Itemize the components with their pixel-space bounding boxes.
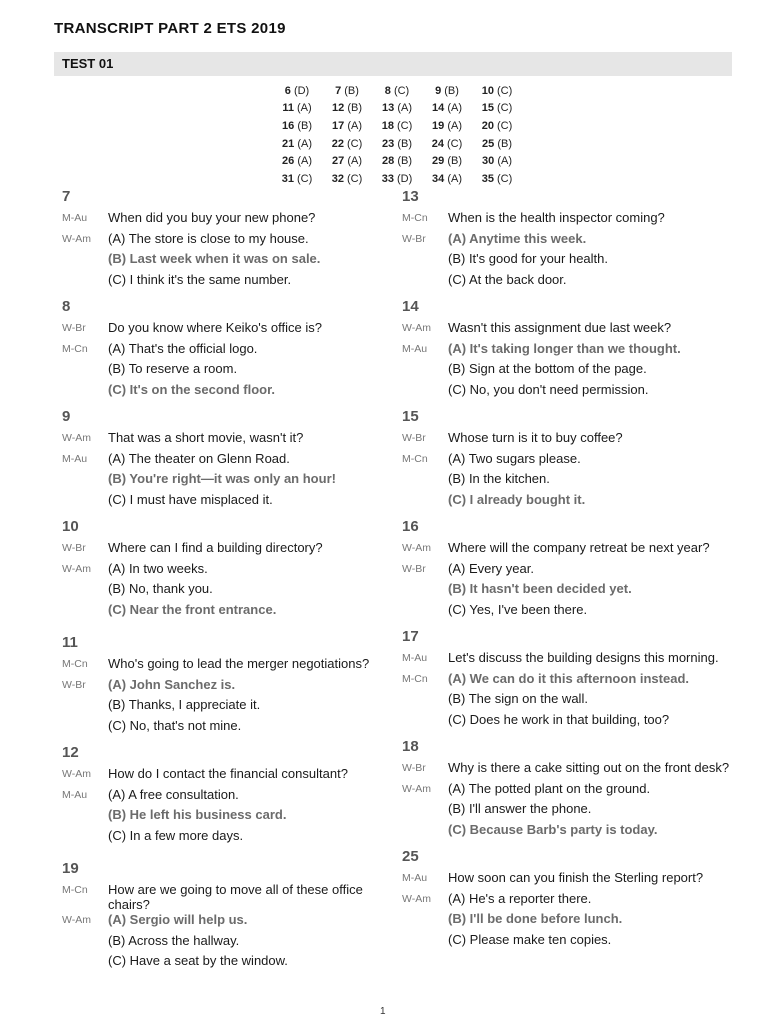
answer-question-number: 9 [435,84,442,97]
line-text: (A) The potted plant on the ground. [448,780,651,796]
question-number: 15 [402,408,419,425]
answer-option [402,382,732,403]
answer-key-row [272,170,522,188]
line-text: That was a short movie, wasn't it? [108,430,304,445]
answer-question-number: 15 [481,102,494,115]
answer-letter: (A) [347,119,362,132]
speaker-label: W-Br [62,678,86,691]
answer-question-number: 20 [481,119,494,132]
correct-answer-text: (A) We can do it this afternoon instead. [448,670,689,686]
answer-letter: (C) [497,84,513,97]
question-block [62,742,392,848]
question-line [62,430,392,451]
line-text: (C) Does he work in that building, too? [448,711,670,727]
right-column [402,186,732,956]
answer-letter: (D) [293,84,310,97]
speaker-label: M-Cn [402,672,428,685]
line-text: How soon can you finish the Sterling report? [448,870,704,885]
answer-option [62,581,392,602]
answer-option [62,492,392,513]
answer-option [62,677,392,698]
answer-key-cell [472,170,522,188]
speaker-label: W-Am [62,562,91,575]
answer-question-number: 7 [335,84,342,97]
answer-letter: (C) [497,119,513,132]
answer-option [402,671,732,692]
answer-key-cell [422,170,472,188]
line-text: (B) To reserve a room. [108,361,238,376]
question-line [402,210,732,231]
answer-key-cell [372,135,422,153]
correct-answer-text: (A) John Sanchez is. [108,676,236,692]
answer-option [402,911,732,932]
answer-question-number: 32 [331,172,344,185]
page-number: 1 [380,1006,386,1017]
answer-option [402,781,732,802]
line-text: Who's going to lead the merger negotiations? [108,656,370,671]
answer-key-cell [322,117,372,135]
answer-letter: (A) [347,155,362,168]
speaker-label: W-Br [402,762,426,774]
answer-question-number: 35 [481,172,494,185]
question-block [402,516,732,622]
question-line [62,540,392,561]
question-number: 17 [402,628,419,645]
question-block [62,296,392,402]
answer-question-number: 21 [282,137,295,150]
answer-question-number: 14 [432,102,445,115]
answer-option [62,697,392,718]
answer-question-number: 24 [431,137,444,150]
line-text: (C) I think it's the same number. [108,271,292,287]
line-text: (A) The theater on Glenn Road. [108,450,290,466]
answer-option [402,251,732,272]
answer-key-cell [272,135,322,153]
speaker-label: M-Au [62,452,88,465]
answer-option [62,382,392,403]
question-number: 18 [402,738,419,755]
question-number: 14 [402,298,419,315]
answer-question-number: 29 [432,155,445,168]
answer-option [402,561,732,582]
test-label: TEST 01 [62,56,114,71]
answer-key-cell [422,135,472,153]
speaker-label: M-Au [402,652,428,664]
answer-letter: (B) [344,84,359,97]
question-line [402,320,732,341]
line-text: (B) Thanks, I appreciate it. [108,697,261,712]
correct-answer-text: (C) It's on the second floor. [108,381,276,397]
answer-letter: (C) [447,137,463,150]
answer-key-cell [272,117,322,135]
answer-letter: (A) [447,172,462,185]
answer-letter: (B) [497,137,512,150]
line-text: (C) In a few more days. [108,827,244,843]
answer-question-number: 11 [282,102,294,115]
answer-question-number: 22 [331,137,344,150]
answer-option [62,361,392,382]
answer-letter: (C) [497,102,513,115]
answer-option [62,251,392,272]
question-block [62,406,392,512]
answer-question-number: 12 [332,102,345,115]
question-number: 19 [62,860,79,877]
answer-option [402,801,732,822]
answer-key-cell [472,100,522,118]
correct-answer-text: (B) You're right—it was only an hour! [108,471,336,486]
speaker-label: W-Br [402,232,426,245]
answer-key-row [272,152,522,170]
line-text: When is the health inspector coming? [448,210,665,225]
answer-key-cell [372,152,422,170]
speaker-label: M-Cn [62,342,88,355]
speaker-label: W-Br [62,322,86,334]
answer-question-number: 18 [381,119,394,132]
question-line [402,870,732,891]
answer-key-cell [322,135,372,153]
question-number: 25 [402,848,419,865]
line-text: Where will the company retreat be next year? [448,540,710,555]
line-text: When did you buy your new phone? [108,210,316,225]
question-line [62,882,392,912]
line-text: (A) In two weeks. [108,560,208,576]
speaker-label: W-Br [402,432,426,444]
correct-answer-text: (A) Sergio will help us. [108,912,248,927]
answer-option [402,492,732,513]
line-text: Wasn't this assignment due last week? [448,320,672,335]
answer-key-row [272,135,522,153]
answer-question-number: 13 [382,102,395,115]
answer-letter: (A) [447,102,462,115]
question-block [62,186,392,292]
answer-letter: (B) [347,102,362,115]
answer-option [402,581,732,602]
answer-letter: (A) [397,102,412,115]
speaker-label: M-Au [402,872,428,884]
answer-option [402,891,732,912]
answer-letter: (D) [397,172,413,185]
answer-option [402,341,732,362]
answer-option [402,451,732,472]
line-text: (A) Two sugars please. [448,450,581,466]
answer-letter: (B) [444,84,459,97]
answer-question-number: 34 [432,172,445,185]
line-text: Whose turn is it to buy coffee? [448,430,623,445]
question-line [402,650,732,671]
line-text: (B) No, thank you. [108,581,213,596]
answer-letter: (C) [347,137,363,150]
answer-letter: (B) [447,155,462,168]
answer-key-row [272,117,522,135]
answer-key-cell [272,100,322,118]
answer-option [62,451,392,472]
answer-letter: (C) [347,172,363,185]
line-text: Do you know where Keiko's office is? [108,320,322,335]
question-block [402,626,732,732]
correct-answer-text: (A) Anytime this week. [448,230,587,246]
correct-answer-text: (B) Last week when it was on sale. [108,251,321,266]
answer-key-cell [322,170,372,188]
question-block [402,186,732,292]
answer-key-row [272,82,522,100]
answer-option [402,272,732,293]
line-text: (A) That's the official logo. [108,340,258,356]
answer-key-cell [372,117,422,135]
answer-key-cell [472,135,522,153]
answer-key-row [272,100,522,118]
answer-key-cell [472,117,522,135]
answer-key-cell [272,82,322,100]
answer-key-cell [272,152,322,170]
line-text: (A) The store is close to my house. [108,230,309,246]
answer-letter: (B) [297,119,312,132]
speaker-label: W-Br [62,542,86,554]
correct-answer-text: (B) I'll be done before lunch. [448,911,623,926]
test-header-bar [54,52,732,76]
line-text: (A) He's a reporter there. [448,890,592,906]
line-text: (B) In the kitchen. [448,471,550,486]
speaker-label: W-Am [62,232,91,245]
answer-option [62,718,392,739]
line-text: (C) No, that's not mine. [108,717,242,733]
question-number: 13 [402,188,419,205]
line-text: (B) The sign on the wall. [448,691,588,706]
answer-option [402,231,732,252]
answer-option [62,953,392,974]
speaker-label: W-Am [402,782,431,795]
line-text: (C) Please make ten copies. [448,931,612,947]
answer-option [62,231,392,252]
answer-option [402,471,732,492]
answer-question-number: 33 [381,172,394,185]
answer-question-number: 27 [332,155,345,168]
line-text: Where can I find a building directory? [108,540,323,555]
question-number: 11 [62,634,78,651]
answer-key-cell [322,82,372,100]
speaker-label: W-Am [62,768,91,780]
correct-answer-text: (C) I already bought it. [448,491,586,507]
answer-option [62,912,392,933]
answer-question-number: 28 [382,155,395,168]
question-number: 7 [62,188,71,205]
answer-key-cell [472,152,522,170]
correct-answer-text: (C) Because Barb's party is today. [448,821,658,837]
speaker-label: W-Am [402,892,431,905]
question-number: 9 [62,408,71,425]
line-text: (C) No, you don't need permission. [448,381,649,397]
answer-letter: (A) [447,119,462,132]
speaker-label: W-Am [402,542,431,554]
line-text: (B) I'll answer the phone. [448,801,592,816]
answer-option [62,807,392,828]
answer-question-number: 10 [481,84,494,97]
question-number: 16 [402,518,419,535]
question-block [62,858,392,974]
answer-letter: (A) [297,137,312,150]
question-line [62,656,392,677]
answer-question-number: 26 [282,155,295,168]
speaker-label: M-Au [402,342,428,355]
question-number: 12 [62,744,79,761]
speaker-label: W-Am [62,914,91,926]
answer-question-number: 6 [284,84,291,97]
question-line [62,320,392,341]
speaker-label: M-Cn [402,212,428,224]
answer-key-cell [422,82,472,100]
answer-option [62,561,392,582]
question-line [402,540,732,561]
question-line [402,760,732,781]
speaker-label: M-Au [62,788,88,801]
question-line [62,766,392,787]
question-line [62,210,392,231]
answer-question-number: 19 [432,119,445,132]
answer-question-number: 25 [482,137,495,150]
answer-option [62,602,392,623]
answer-letter: (B) [397,137,412,150]
question-block [62,516,392,622]
question-number: 10 [62,518,79,535]
answer-key-cell [322,152,372,170]
answer-option [402,361,732,382]
speaker-label: M-Cn [402,452,428,465]
answer-letter: (B) [397,155,412,168]
question-block [402,846,732,952]
speaker-label: M-Au [62,212,88,224]
line-text: (C) I must have misplaced it. [108,491,273,507]
line-text: How are we going to move all of these office chairs? [108,882,363,912]
answer-key-cell [422,152,472,170]
answer-letter: (C) [397,119,413,132]
answer-option [62,828,392,849]
answer-key-table [272,82,522,188]
correct-answer-text: (B) He left his business card. [108,807,287,822]
answer-option [402,712,732,733]
line-text: (B) It's good for your health. [448,251,609,266]
line-text: (A) Every year. [448,560,534,576]
speaker-label: W-Br [402,562,426,575]
answer-option [62,471,392,492]
answer-letter: (C) [393,84,410,97]
answer-option [62,933,392,954]
answer-key-cell [272,170,322,188]
question-block [402,406,732,512]
answer-question-number: 23 [382,137,395,150]
answer-letter: (C) [297,172,313,185]
answer-option [402,822,732,843]
line-text: (C) At the back door. [448,271,567,287]
answer-option [62,272,392,293]
question-number: 8 [62,298,71,315]
line-text: (A) A free consultation. [108,786,239,802]
answer-key-cell [372,100,422,118]
left-column [62,186,392,978]
question-block [62,632,392,738]
correct-answer-text: (A) It's taking longer than we thought. [448,340,681,356]
line-text: (B) Sign at the bottom of the page. [448,361,647,376]
correct-answer-text: (C) Near the front entrance. [108,601,277,617]
question-block [402,736,732,842]
answer-letter: (C) [497,172,513,185]
speaker-label: M-Cn [62,658,88,670]
speaker-label: W-Am [402,322,431,334]
answer-option [62,341,392,362]
line-text: Why is there a cake sitting out on the front desk? [448,760,730,775]
answer-question-number: 16 [282,119,295,132]
line-text: (C) Yes, I've been there. [448,601,588,617]
answer-key-cell [372,170,422,188]
line-text: How do I contact the financial consultant? [108,766,348,781]
answer-key-cell [472,82,522,100]
answer-option [62,787,392,808]
speaker-label: M-Cn [62,884,88,896]
question-line [402,430,732,451]
page-title: TRANSCRIPT PART 2 ETS 2019 [54,20,286,37]
answer-letter: (A) [297,155,312,168]
line-text: (B) Across the hallway. [108,932,240,948]
line-text: Let's discuss the building designs this morning. [448,650,719,665]
answer-key-cell [422,100,472,118]
answer-question-number: 30 [482,155,495,168]
answer-question-number: 31 [281,172,294,185]
answer-option [402,932,732,953]
answer-option [402,691,732,712]
line-text: (C) Have a seat by the window. [108,953,288,968]
answer-option [402,602,732,623]
answer-key-cell [422,117,472,135]
speaker-label: W-Am [62,432,91,444]
answer-key-cell [372,82,422,100]
answer-question-number: 8 [384,84,391,97]
correct-answer-text: (B) It hasn't been decided yet. [448,581,632,596]
answer-key-cell [322,100,372,118]
answer-question-number: 17 [332,119,345,132]
answer-letter: (A) [297,102,312,115]
question-block [402,296,732,402]
answer-letter: (A) [497,155,512,168]
